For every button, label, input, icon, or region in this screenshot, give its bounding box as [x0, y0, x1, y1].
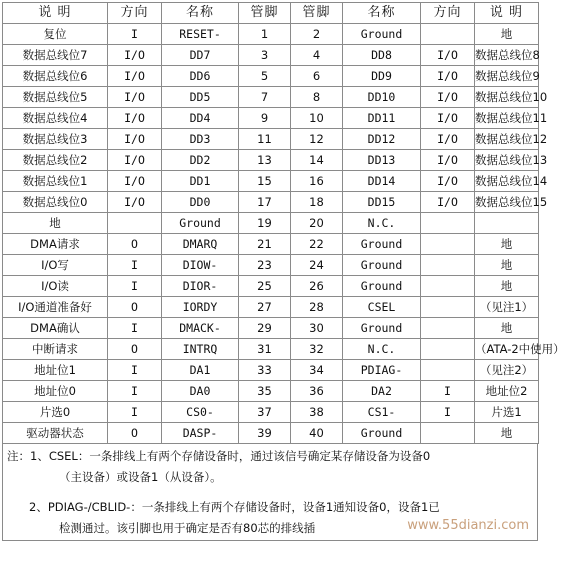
- cell-desc-left: 地址位0: [3, 381, 108, 402]
- cell-pin-right: 6: [291, 66, 343, 87]
- cell-name-right: Ground: [343, 234, 421, 255]
- cell-dir-left: I/O: [108, 66, 162, 87]
- cell-dir-right: I: [421, 381, 475, 402]
- cell-pin-left: 9: [239, 108, 291, 129]
- cell-dir-right: I/O: [421, 150, 475, 171]
- cell-name-right: DD9: [343, 66, 421, 87]
- cell-name-left: DD4: [162, 108, 239, 129]
- cell-dir-left: I/O: [108, 171, 162, 192]
- cell-name-left: Ground: [162, 213, 239, 234]
- header-name-left: 名称: [162, 3, 239, 24]
- cell-dir-left: I/O: [108, 108, 162, 129]
- cell-name-left: DD0: [162, 192, 239, 213]
- cell-pin-left: 17: [239, 192, 291, 213]
- cell-name-left: INTRQ: [162, 339, 239, 360]
- cell-name-right: Ground: [343, 423, 421, 444]
- cell-dir-left: I/O: [108, 45, 162, 66]
- table-row: [3, 108, 539, 129]
- table-row: [3, 213, 539, 234]
- cell-pin-right: 32: [291, 339, 343, 360]
- cell-desc-left: 数据总线位3: [3, 129, 108, 150]
- cell-desc-right: 地: [475, 276, 539, 297]
- table-header-row: [3, 3, 539, 24]
- cell-desc-right: 数据总线位9: [475, 66, 539, 87]
- cell-name-left: DD2: [162, 150, 239, 171]
- cell-name-right: N.C.: [343, 339, 421, 360]
- cell-dir-left: I: [108, 402, 162, 423]
- cell-desc-right: 数据总线位8: [475, 45, 539, 66]
- cell-desc-left: 数据总线位4: [3, 108, 108, 129]
- header-pin-right: 管脚: [291, 3, 343, 24]
- table-row: [3, 234, 539, 255]
- cell-name-left: DASP-: [162, 423, 239, 444]
- table-row: [3, 423, 539, 444]
- cell-desc-left: 数据总线位6: [3, 66, 108, 87]
- cell-desc-left: 驱动器状态: [3, 423, 108, 444]
- table-row: [3, 360, 539, 381]
- cell-dir-right: [421, 213, 475, 234]
- cell-name-right: Ground: [343, 276, 421, 297]
- cell-dir-right: I/O: [421, 87, 475, 108]
- table-row: [3, 87, 539, 108]
- header-dir-right: 方向: [421, 3, 475, 24]
- table-row: [3, 402, 539, 423]
- cell-name-right: DA2: [343, 381, 421, 402]
- cell-name-left: DD7: [162, 45, 239, 66]
- cell-name-left: RESET-: [162, 24, 239, 45]
- cell-desc-right: 数据总线位15: [475, 192, 539, 213]
- cell-dir-right: I/O: [421, 66, 475, 87]
- cell-dir-right: I: [421, 402, 475, 423]
- cell-pin-left: 39: [239, 423, 291, 444]
- cell-dir-left: I: [108, 318, 162, 339]
- cell-name-left: DA0: [162, 381, 239, 402]
- header-pin-left: 管脚: [239, 3, 291, 24]
- cell-dir-left: I: [108, 360, 162, 381]
- cell-name-left: DMACK-: [162, 318, 239, 339]
- cell-pin-right: 22: [291, 234, 343, 255]
- cell-desc-left: 地: [3, 213, 108, 234]
- table-row: [3, 255, 539, 276]
- table-row: [3, 381, 539, 402]
- watermark: www.55dianzi.com: [381, 516, 531, 536]
- cell-pin-left: 7: [239, 87, 291, 108]
- cell-dir-left: I: [108, 24, 162, 45]
- cell-dir-right: [421, 423, 475, 444]
- cell-desc-left: I/O写: [3, 255, 108, 276]
- header-desc-left: 说 明: [3, 3, 108, 24]
- cell-name-right: DD12: [343, 129, 421, 150]
- cell-name-left: DD6: [162, 66, 239, 87]
- pinout-table: [2, 2, 565, 444]
- cell-desc-left: 中断请求: [3, 339, 108, 360]
- header-name-right: 名称: [343, 3, 421, 24]
- cell-name-right: Ground: [343, 255, 421, 276]
- cell-dir-right: [421, 318, 475, 339]
- cell-name-right: DD8: [343, 45, 421, 66]
- cell-desc-left: 复位: [3, 24, 108, 45]
- cell-pin-left: 1: [239, 24, 291, 45]
- cell-name-left: DIOR-: [162, 276, 239, 297]
- cell-desc-left: DMA请求: [3, 234, 108, 255]
- cell-pin-left: 25: [239, 276, 291, 297]
- note-2-line-1: 2、PDIAG-/CBLID-：一条排线上有两个存储设备时，设备1通知设备0，设备1已: [29, 500, 440, 514]
- table-row: [3, 339, 539, 360]
- cell-name-right: Ground: [343, 24, 421, 45]
- cell-desc-left: DMA确认: [3, 318, 108, 339]
- cell-name-right: DD15: [343, 192, 421, 213]
- cell-pin-right: 36: [291, 381, 343, 402]
- cell-desc-left: 数据总线位7: [3, 45, 108, 66]
- cell-pin-left: 5: [239, 66, 291, 87]
- cell-desc-right: 地: [475, 255, 539, 276]
- note-1-line-1: 注：1、CSEL：一条排线上有两个存储设备时，通过该信号确定某存储设备为设备0: [7, 449, 431, 463]
- table-row: [3, 192, 539, 213]
- table-body: [3, 24, 565, 444]
- cell-pin-left: 13: [239, 150, 291, 171]
- cell-name-left: CS0-: [162, 402, 239, 423]
- table-row: [3, 45, 539, 66]
- cell-desc-right: （ATA-2中使用）: [475, 339, 539, 360]
- cell-dir-right: [421, 360, 475, 381]
- cell-pin-right: 24: [291, 255, 343, 276]
- cell-name-right: DD10: [343, 87, 421, 108]
- cell-desc-right: 地: [475, 234, 539, 255]
- cell-pin-left: 23: [239, 255, 291, 276]
- cell-pin-left: 33: [239, 360, 291, 381]
- pinout-document: [2, 2, 565, 541]
- cell-dir-right: [421, 297, 475, 318]
- cell-name-left: DD1: [162, 171, 239, 192]
- cell-dir-left: I: [108, 276, 162, 297]
- cell-pin-right: 14: [291, 150, 343, 171]
- cell-dir-left: I/O: [108, 129, 162, 150]
- cell-name-left: DIOW-: [162, 255, 239, 276]
- cell-dir-left: I/O: [108, 87, 162, 108]
- cell-desc-right: [475, 213, 539, 234]
- cell-desc-right: 数据总线位13: [475, 150, 539, 171]
- cell-pin-right: 34: [291, 360, 343, 381]
- cell-dir-left: I: [108, 381, 162, 402]
- cell-dir-left: I/O: [108, 192, 162, 213]
- cell-dir-right: I/O: [421, 129, 475, 150]
- cell-name-left: DMARQ: [162, 234, 239, 255]
- cell-dir-right: I/O: [421, 171, 475, 192]
- cell-dir-left: I/O: [108, 150, 162, 171]
- cell-pin-left: 35: [239, 381, 291, 402]
- cell-desc-right: 数据总线位10: [475, 87, 539, 108]
- cell-pin-right: 16: [291, 171, 343, 192]
- cell-pin-right: 8: [291, 87, 343, 108]
- cell-dir-right: I/O: [421, 45, 475, 66]
- cell-desc-right: 数据总线位14: [475, 171, 539, 192]
- cell-pin-left: 37: [239, 402, 291, 423]
- cell-desc-right: 地址位2: [475, 381, 539, 402]
- cell-pin-right: 28: [291, 297, 343, 318]
- cell-name-left: DA1: [162, 360, 239, 381]
- note-2-line-2: 检测通过。该引脚也用于确定是否有80芯的排线插: [59, 521, 316, 535]
- cell-desc-left: I/O通道准备好: [3, 297, 108, 318]
- cell-pin-left: 21: [239, 234, 291, 255]
- cell-dir-left: I: [108, 255, 162, 276]
- cell-dir-left: [108, 213, 162, 234]
- table-row: [3, 66, 539, 87]
- cell-pin-right: 2: [291, 24, 343, 45]
- cell-dir-left: O: [108, 423, 162, 444]
- cell-desc-right: 数据总线位12: [475, 129, 539, 150]
- cell-pin-left: 15: [239, 171, 291, 192]
- cell-pin-left: 27: [239, 297, 291, 318]
- cell-pin-right: 10: [291, 108, 343, 129]
- cell-pin-right: 38: [291, 402, 343, 423]
- table-row: [3, 150, 539, 171]
- cell-pin-right: 20: [291, 213, 343, 234]
- cell-dir-left: O: [108, 234, 162, 255]
- cell-desc-left: I/O读: [3, 276, 108, 297]
- cell-desc-right: 片选1: [475, 402, 539, 423]
- note-1-line-2: （主设备）或设备1（从设备）。: [59, 470, 222, 484]
- cell-name-right: DD14: [343, 171, 421, 192]
- cell-name-left: IORDY: [162, 297, 239, 318]
- cell-dir-right: [421, 339, 475, 360]
- cell-pin-right: 40: [291, 423, 343, 444]
- cell-pin-right: 26: [291, 276, 343, 297]
- table-row: [3, 276, 539, 297]
- notes-section: [2, 444, 538, 541]
- cell-name-right: N.C.: [343, 213, 421, 234]
- cell-pin-right: 18: [291, 192, 343, 213]
- cell-pin-right: 12: [291, 129, 343, 150]
- cell-name-right: DD13: [343, 150, 421, 171]
- table-row: [3, 297, 539, 318]
- cell-pin-left: 31: [239, 339, 291, 360]
- cell-desc-right: 地: [475, 318, 539, 339]
- cell-name-left: DD3: [162, 129, 239, 150]
- cell-desc-right: 地: [475, 423, 539, 444]
- cell-name-right: DD11: [343, 108, 421, 129]
- cell-dir-left: O: [108, 339, 162, 360]
- cell-desc-left: 片选0: [3, 402, 108, 423]
- cell-desc-right: （见注1）: [475, 297, 539, 318]
- table-row: [3, 171, 539, 192]
- cell-desc-left: 数据总线位1: [3, 171, 108, 192]
- cell-dir-right: [421, 234, 475, 255]
- cell-desc-left: 数据总线位0: [3, 192, 108, 213]
- cell-desc-left: 数据总线位5: [3, 87, 108, 108]
- cell-pin-left: 29: [239, 318, 291, 339]
- cell-desc-left: 地址位1: [3, 360, 108, 381]
- cell-dir-right: [421, 255, 475, 276]
- cell-pin-left: 3: [239, 45, 291, 66]
- cell-dir-left: O: [108, 297, 162, 318]
- cell-pin-right: 4: [291, 45, 343, 66]
- cell-dir-right: [421, 276, 475, 297]
- cell-desc-right: 数据总线位11: [475, 108, 539, 129]
- cell-name-left: DD5: [162, 87, 239, 108]
- cell-name-right: CS1-: [343, 402, 421, 423]
- header-desc-right: 说 明: [475, 3, 539, 24]
- cell-desc-left: 数据总线位2: [3, 150, 108, 171]
- header-dir-left: 方向: [108, 3, 162, 24]
- table-row: [3, 129, 539, 150]
- cell-pin-left: 11: [239, 129, 291, 150]
- cell-dir-right: [421, 24, 475, 45]
- table-row: [3, 318, 539, 339]
- cell-pin-left: 19: [239, 213, 291, 234]
- cell-name-right: Ground: [343, 318, 421, 339]
- cell-name-right: PDIAG-: [343, 360, 421, 381]
- cell-pin-right: 30: [291, 318, 343, 339]
- cell-desc-right: （见注2）: [475, 360, 539, 381]
- cell-name-right: CSEL: [343, 297, 421, 318]
- cell-dir-right: I/O: [421, 108, 475, 129]
- cell-dir-right: I/O: [421, 192, 475, 213]
- cell-desc-right: 地: [475, 24, 539, 45]
- table-row: [3, 24, 539, 45]
